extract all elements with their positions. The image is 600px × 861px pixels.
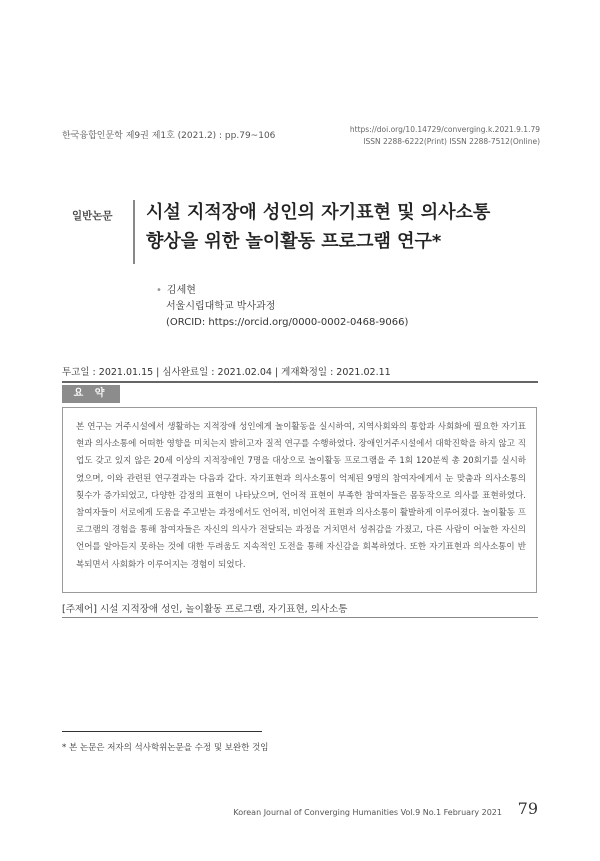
author-name: • 김세현: [166, 283, 408, 299]
author-block: [166, 283, 408, 331]
article-title: [146, 198, 546, 256]
keywords: [주제어] 시설 지적장애 성인, 놀이활동 프로그램, 자기표현, 의사소통: [62, 604, 348, 615]
keywords-rule: [62, 617, 538, 618]
footer-journal: Korean Journal of Converging Humanities Vol.9 No.1 February 2021: [233, 808, 502, 817]
page-number: 79: [517, 799, 538, 818]
journal-info: 한국융합인문학 제9권 제1호 (2021.2) : pp.79~106: [62, 131, 276, 141]
title-divider: [133, 200, 135, 264]
author-affiliation: 서울시립대학교 박사과정: [166, 301, 276, 312]
article-category: 일반논문: [72, 210, 113, 222]
title-line-2: 향상을 위한 놀이활동 프로그램 연구*: [146, 231, 442, 252]
doi-issn-block: [350, 124, 540, 148]
author-orcid[interactable]: (ORCID: https://orcid.org/0000-0002-0468-9066): [166, 317, 409, 328]
section-rule: [62, 381, 538, 383]
abstract-label: 요 약: [62, 385, 120, 403]
footnote: * 본 논문은 저자의 석사학위논문을 수정 및 보완한 것임: [62, 743, 269, 753]
doi-link[interactable]: https://doi.org/10.14729/converging.k.2021.9.1.79: [349, 125, 540, 134]
abstract-text: 본 연구는 거주시설에서 생활하는 지적장애 성인에게 놀이활동을 실시하여, 지역사회와의 통합과 사회화에 필요한 자기표현과 의사소통에 어떠한 영향을 미치는지 밝히고자 질적 연구를 수행하였다. 장애인거주시설에서 대학진학을 하지 않고 직업도 갖고 있지 않은 20세 이상의 지적장애인 7명을 대상으로 놀이활동 프로그램을 주 1회 120분씩 총 20회기를 실시하였으며, 이와 관련된 연구결과는 다음과 같다. 자기표현과 의사소통이 억제된 9명의 참여자에게서 눈 맞춤과 의사소통의 횟수가 증가되었고, 다양한 감정의 표현이 나타났으며, 언어적 표현이 부족한 참여자들은 몸동작으로 의사를 표현하였다. 참여자들이 서로에게 도움을 주고받는 과정에서도 언어적, 비언어적 표현과 의사소통이 활발하게 이루어졌다. 놀이활동 프로그램의 경험을 통해 참여자들은 자신의 의사가 전달되는 과정을 거치면서 성취감을 가졌고, 다른 사람이 어눌한 자신의 언어를 알아듣지 못하는 것에 대한 두려움도 지속적인 도전을 통해 자신감을 회복하였다. 또한 자기표현과 의사소통이 반복되면서 사회화가 이루어지는 경험이 되었다.: [76, 422, 526, 570]
issn-text: ISSN 2288-6222(Print) ISSN 2288-7512(Online): [363, 137, 540, 146]
title-line-1: 시설 지적장애 성인의 자기표현 및 의사소통: [146, 202, 491, 223]
footnote-rule: [62, 731, 262, 732]
submission-dates: 투고일 : 2021.01.15 | 심사완료일 : 2021.02.04 | 게재확정일 : 2021.02.11: [62, 367, 391, 378]
